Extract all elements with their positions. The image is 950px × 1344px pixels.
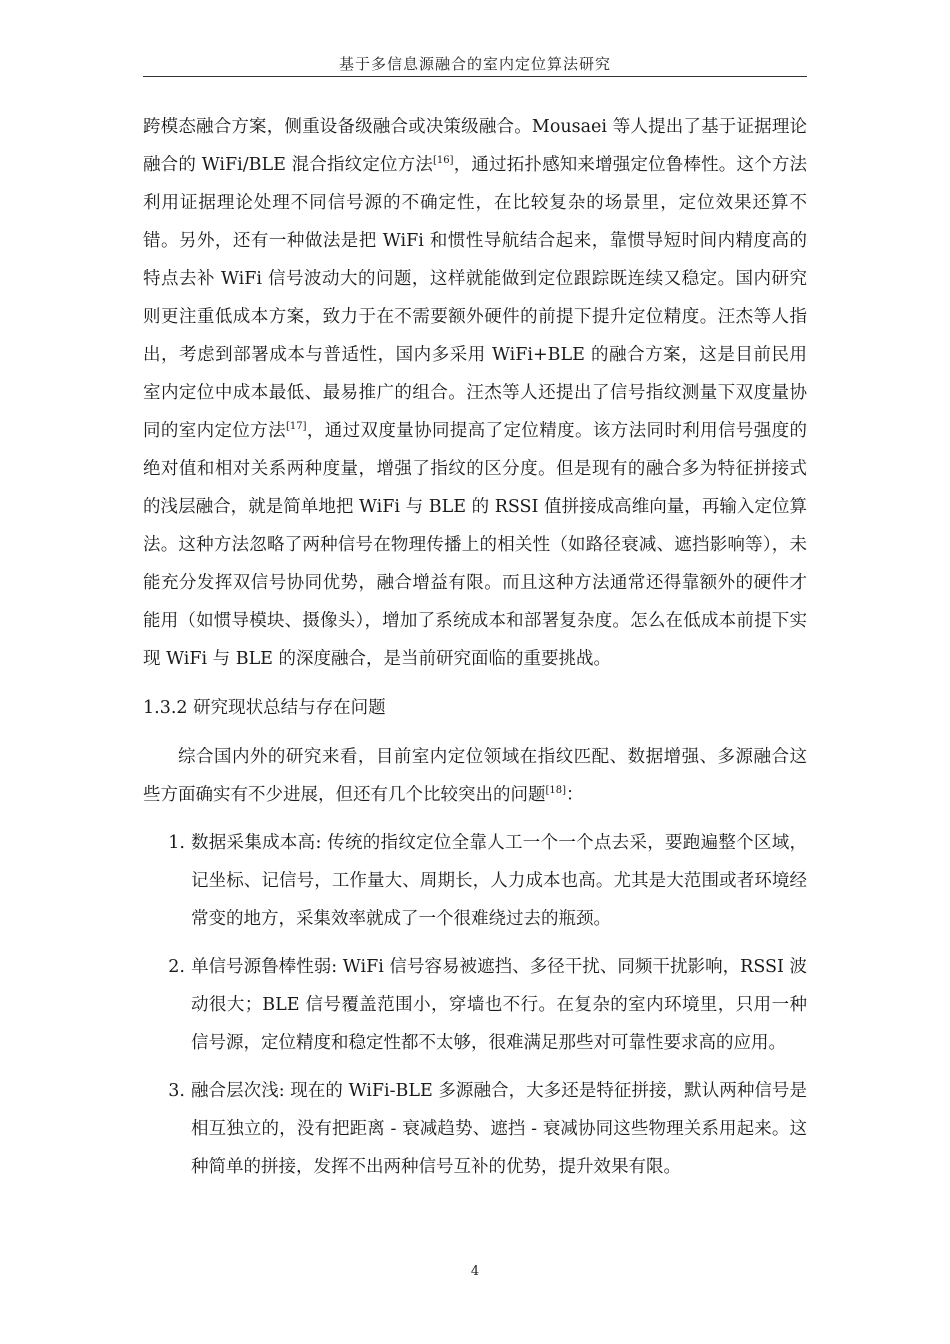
list-number: 3. <box>168 1081 185 1101</box>
paragraph-text: ，通过双度量协同提高了定位精度。该方法同时利用信号强度的绝对值和相对关系两种度量，增强了指纹的区分度。但是现有的融合多为特征拼接式的浅层融合，就是简单地把 WiFi 与 BLE 的 RSSI 值拼接成高维向量，再输入定位算法。这种方法忽略了两种信号在物理传播上的相关性（如路径衰减、遮挡影响等），未能充分发挥双信号协同优势，融合增益有限。而且这种方法通常还得靠额外的硬件才能用（如惯导模块、摄像头），增加了系统成本和部署复杂度。怎么在低成本前提下实现 WiFi 与 BLE 的深度融合，是当前研究面临的重要挑战。 <box>143 421 808 669</box>
problem-list <box>143 824 807 1186</box>
section-heading: 1.3.2 研究现状总结与存在问题 <box>143 698 386 718</box>
running-header: 基于多信息源融合的室内定位算法研究 <box>338 55 611 73</box>
list-item <box>143 1072 807 1186</box>
page-number: 4 <box>470 1264 480 1279</box>
paragraph-text: 综合国内外的研究来看，目前室内定位领域在指纹匹配、数据增强、多源融合这些方面确实有不少进展，但还有几个比较突出的问题 <box>143 747 807 805</box>
citation: [16] <box>433 155 454 166</box>
page-body <box>143 108 807 1196</box>
list-text: 数据采集成本高: 传统的指纹定位全靠人工一个一个点去采，要跑遍整个区域，记坐标、记信号，工作量大、周期长，人力成本也高。尤其是大范围或者环境经常变的地方，采集效率就成了一个很难绕过去的瓶颈。 <box>191 833 807 929</box>
list-text: 融合层次浅: 现在的 WiFi-BLE 多源融合，大多还是特征拼接，默认两种信号是相互独立的，没有把距离 - 衰减趋势、遮挡 - 衰减协同这些物理关系用起来。这种简单的拼接，发挥不出两种信号互补的优势，提升效果有限。 <box>191 1081 807 1177</box>
paragraph-fusion-methods <box>143 108 807 678</box>
list-text: 单信号源鲁棒性弱: WiFi 信号容易被遮挡、多径干扰、同频干扰影响，RSSI 波动很大；BLE 信号覆盖范围小，穿墙也不行。在复杂的室内环境里，只用一种信号源，定位精度和稳定性都不太够，很难满足那些对可靠性要求高的应用。 <box>191 957 807 1053</box>
paragraph-text: 跨模态融合方案，侧重设备级融合或决策级融合。Mousaei 等人提出了基于证据理论融合的 WiFi/BLE 混合指纹定位方法 <box>143 117 807 175</box>
header-rule <box>143 76 807 77</box>
citation: [18] <box>545 785 567 796</box>
list-item <box>143 824 807 938</box>
paragraph-summary <box>143 738 807 814</box>
list-item <box>143 948 807 1062</box>
paragraph-text: ： <box>566 785 584 805</box>
paragraph-text: ，通过拓扑感知来增强定位鲁棒性。这个方法利用证据理论处理不同信号源的不确定性，在比较复杂的场景里，定位效果还算不错。另外，还有一种做法是把 WiFi 和惯性导航结合起来，靠惯导短时间内精度高的特点去补 WiFi 信号波动大的问题，这样就能做到定位跟踪既连续又稳定。国内研究则更注重低成本方案，致力于在不需要额外硬件的前提下提升定位精度。汪杰等人指出，考虑到部署成本与普适性，国内多采用 WiFi+BLE 的融合方案，这是目前民用室内定位中成本最低、最易推广的组合。汪杰等人还提出了信号指纹测量下双度量协同的室内定位方法 <box>143 155 807 441</box>
citation: [17] <box>286 421 307 432</box>
list-number: 2. <box>168 957 185 977</box>
list-number: 1. <box>168 833 185 853</box>
